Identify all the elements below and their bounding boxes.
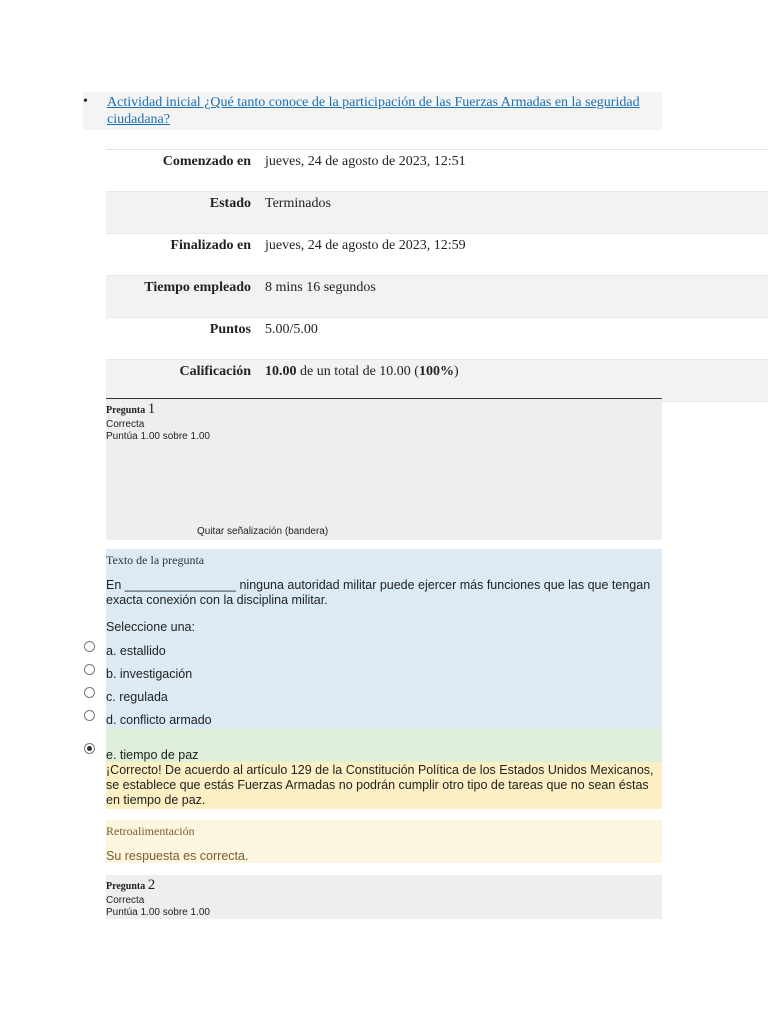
- summary-row-grade: [106, 360, 768, 402]
- summary-row-finished: [106, 234, 768, 276]
- summary-value: 8 mins 16 segundos: [265, 280, 376, 295]
- select-one-label: Seleccione una:: [106, 620, 195, 634]
- grade-middle: de un total de 10.00 (: [296, 364, 419, 379]
- radio-button[interactable]: [84, 710, 95, 721]
- summary-row-time-taken: [106, 276, 768, 318]
- answer-option-label: d. conflicto armado: [106, 713, 212, 727]
- answer-option-label: b. investigación: [106, 667, 193, 681]
- summary-value: Terminados: [265, 196, 331, 211]
- answer-option-c[interactable]: [106, 690, 168, 704]
- question-title-word: Pregunta: [106, 881, 146, 892]
- answer-option-b[interactable]: [106, 667, 192, 681]
- specific-feedback: ¡Correcto! De acuerdo al artículo 129 de la Constitución Política de los Estados Unidos Mexicanos, se establece que estás Fuerzas Armadas no podrán cumplir otro tipo de tareas que no sean éstas en tiempo de paz.: [106, 762, 662, 809]
- grade-percent: 100%: [418, 364, 454, 379]
- answer-option-a[interactable]: [106, 644, 166, 658]
- grade-value: [265, 364, 459, 380]
- question-info: [106, 875, 662, 919]
- summary-label: Puntos: [209, 322, 251, 337]
- question-text-block: [106, 549, 662, 729]
- activity-link[interactable]: Actividad inicial ¿Qué tanto conoce de la participación de las Fuerzas Armadas en la seguridad ciudadana?: [107, 95, 640, 127]
- summary-label: Calificación: [179, 364, 251, 379]
- summary-value: jueves, 24 de agosto de 2023, 12:51: [265, 154, 466, 169]
- question-number: 2: [147, 877, 156, 893]
- question-prompt: En ________________ ninguna autoridad militar puede ejercer más funciones que las que tengan exacta conexión con la disciplina militar.: [106, 578, 651, 607]
- question-points: Puntúa 1.00 sobre 1.00: [106, 431, 210, 442]
- answer-option-e-correct[interactable]: [106, 729, 662, 762]
- question-title: [106, 401, 155, 418]
- question-info: [106, 398, 662, 540]
- question-status: Correcta: [106, 895, 145, 906]
- question-title-word: Pregunta: [106, 405, 146, 416]
- radio-button[interactable]: [84, 664, 95, 675]
- feedback-header: Retroalimentación: [106, 824, 195, 838]
- summary-label: Estado: [209, 196, 251, 211]
- activity-breadcrumb: [83, 92, 662, 130]
- grade-end: ): [453, 364, 459, 379]
- question-points: Puntúa 1.00 sobre 1.00: [106, 907, 210, 918]
- radio-button-selected[interactable]: [84, 743, 95, 754]
- summary-label: Finalizado en: [170, 238, 251, 253]
- answer-option-label: a. estallido: [106, 644, 166, 658]
- summary-label: Comenzado en: [162, 154, 251, 169]
- remove-flag-link[interactable]: Quitar señalización (bandera): [197, 526, 329, 537]
- summary-row-started: [106, 150, 768, 192]
- summary-value: 5.00/5.00: [265, 322, 318, 337]
- bullet-icon: •: [83, 94, 88, 109]
- summary-label: Tiempo empleado: [144, 280, 251, 295]
- summary-value: jueves, 24 de agosto de 2023, 12:59: [265, 238, 466, 253]
- question-title: [106, 877, 155, 894]
- question-text-header: Texto de la pregunta: [106, 553, 205, 567]
- general-feedback: [106, 820, 662, 863]
- answer-option-label: c. regulada: [106, 690, 168, 704]
- answer-option-e[interactable]: [106, 748, 198, 762]
- attempt-summary-table: [106, 149, 768, 402]
- answer-option-label: e. tiempo de paz: [106, 748, 199, 762]
- grade-score: 10.00: [265, 364, 297, 379]
- question-status: Correcta: [106, 419, 145, 430]
- radio-button[interactable]: [84, 687, 95, 698]
- answer-option-d[interactable]: [106, 713, 212, 727]
- feedback-text: Su respuesta es correcta.: [106, 849, 249, 863]
- summary-row-state: [106, 192, 768, 234]
- summary-row-points: [106, 318, 768, 360]
- question-number: 1: [147, 401, 156, 417]
- radio-button[interactable]: [84, 641, 95, 652]
